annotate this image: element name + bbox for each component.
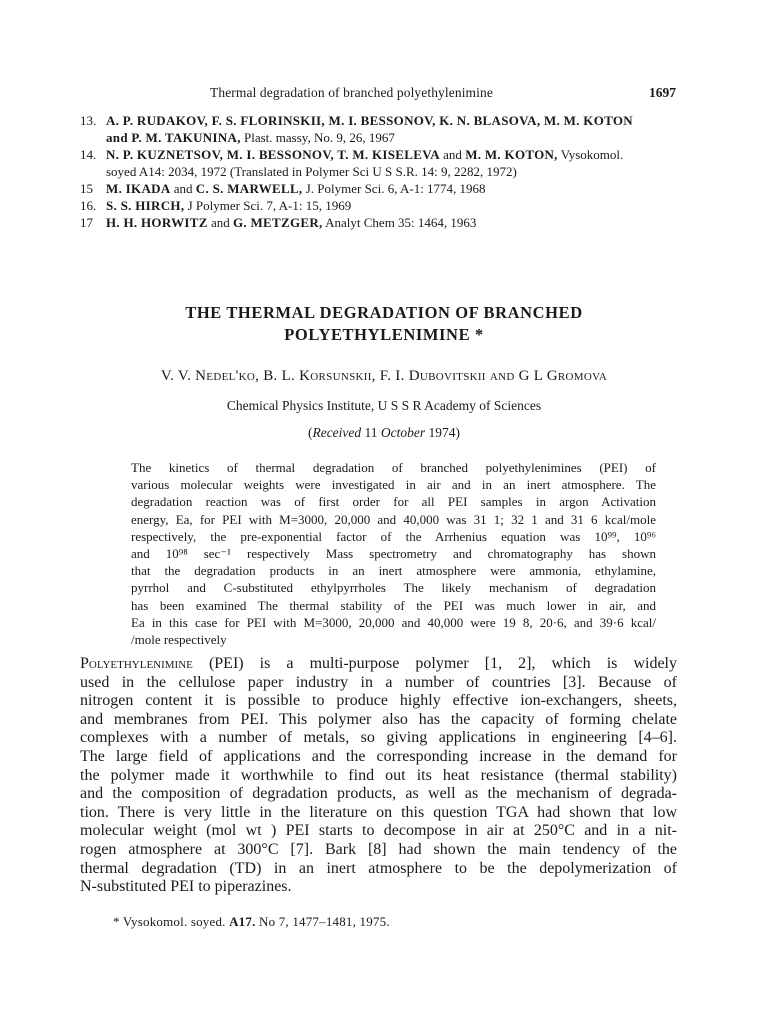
- body-line: tion. There is very little in the literature on this question TGA had shown that low: [80, 803, 677, 821]
- body-line: N-substituted PEI to piperazines.: [80, 878, 292, 896]
- body-line: complexes with a number of metals, so giving applications in engineering [4–6].: [80, 729, 677, 747]
- received-date: (Received 11 October 1974): [307, 425, 461, 440]
- reference-authors: A. P. RUDAKOV, F. S. FLORINSKII, M. I. BESSONOV, K. N. BLASOVA, M. M. KOTON: [106, 113, 633, 128]
- abstract-line: respectively, the pre-exponential factor of the Arrhenius equation was 10⁹⁹, 10⁹⁶: [131, 528, 656, 544]
- running-header: [0, 85, 768, 105]
- body-line: the polymer made it worthwhile to find out its heat resistance (thermal stability): [80, 766, 677, 784]
- body-line: nitrogen content it is possible to produce highly effective ion-exchangers, sheets,: [80, 692, 677, 710]
- body-line: and membranes from PEI. This polymer also has the capacity of forming chelate: [80, 710, 677, 728]
- running-title: Thermal degradation of branched polyethylenimine: [210, 85, 493, 100]
- abstract-line: has been examined The thermal stability of the PEI was much lower in air, and: [131, 597, 656, 613]
- reference-authors: C. S. MARWELL,: [195, 181, 303, 196]
- body-line: The large field of applications and the corresponding increase in the demand for: [80, 747, 677, 765]
- reference-number: 17: [80, 215, 93, 230]
- reference-authors: M. IKADA: [106, 181, 171, 196]
- body-line: thermal degradation (TD) in an inert atmosphere to be the depolymerization of: [80, 859, 677, 877]
- reference-number: 15: [80, 181, 93, 196]
- reference-source: J Polymer Sci. 7, A-1: 15, 1969: [184, 198, 352, 213]
- reference-source: Plast. massy, No. 9, 26, 1967: [240, 130, 395, 145]
- reference-item: 15 M. IKADA and C. S. MARWELL, J. Polymer Sci. 6, A-1: 1774, 1968: [80, 181, 486, 196]
- reference-source: J. Polymer Sci. 6, A-1: 1774, 1968: [302, 181, 486, 196]
- abstract-line: energy, Ea, for PEI with M=3000, 20,000 and 40,000 was 31 1; 32 1 and 31 6 kcal/mole: [131, 511, 656, 527]
- author-list: V. V. Nedel'ko, B. L. Korsunskii, F. I. Dubovitskii and G L Gromova: [160, 368, 608, 384]
- reference-authors: H. H. HORWITZ: [106, 215, 208, 230]
- affiliation: Chemical Physics Institute, U S S R Academy of Sciences: [226, 398, 542, 413]
- abstract-line: degradation reaction was of first order for all PEI samples in argon Activation: [131, 494, 656, 510]
- abstract: [131, 459, 656, 648]
- reference-number: 16.: [80, 198, 97, 213]
- reference-source: Analyt Chem 35: 1464, 1963: [322, 215, 477, 230]
- body-line: Polyethylenimine (PEI) is a multi-purpose polymer [1, 2], which is widely: [80, 655, 677, 672]
- reference-authors: G. METZGER,: [232, 215, 323, 230]
- abstract-line: /mole respectively: [131, 631, 227, 647]
- abstract-line: Ea in this case for PEI with M=3000, 20,000 and 40,000 were 19 8, 20·6, and 39·6 kcal/: [131, 614, 656, 630]
- reference-item: [80, 112, 680, 146]
- reference-item: [80, 197, 680, 214]
- abstract-line: various molecular weights were investigated in air and in an inert atmosphere. The: [131, 477, 656, 493]
- footnote: * Vysokomol. soyed. A17. No 7, 1477–1481, 1975.: [113, 914, 390, 929]
- reference-item: 17 H. H. HORWITZ and G. METZGER, Analyt Chem 35: 1464, 1963: [80, 215, 477, 230]
- article-title: THE THERMAL DEGRADATION OF BRANCHED POLYETHYLENIMINE *: [185, 303, 583, 344]
- reference-number: 13.: [80, 113, 97, 128]
- reference-list: [80, 112, 680, 231]
- reference-authors: M. M. KOTON,: [465, 147, 558, 162]
- abstract-line: and 10⁹⁸ sec⁻¹ respectively Mass spectrometry and chromatography has shown: [131, 545, 656, 561]
- reference-authors: S. S. HIRCH,: [106, 198, 185, 213]
- abstract-line: that the degradation products in an inert atmosphere were ammonia, ethylamine,: [131, 563, 656, 579]
- body-line: molecular weight (mol wt ) PEI starts to decompose in air at 250°C and in a nit-: [80, 822, 677, 840]
- reference-authors: and P. M. TAKUNINA,: [106, 130, 241, 145]
- reference-source: soyed A14: 2034, 1972 (Translated in Polymer Sci U S S.R. 14: 9, 2282, 1972): [106, 164, 517, 179]
- reference-number: 14.: [80, 147, 97, 162]
- abstract-line: pyrrhol and C-substituted ethylpyrrholes The likely mechanism of degradation: [131, 580, 656, 596]
- reference-source: Vysokomol.: [557, 147, 624, 162]
- body-line: and the composition of degradation products, as well as the mechanism of degrada-: [80, 785, 677, 803]
- abstract-line: The kinetics of thermal degradation of branched polyethylenimines (PEI) of: [131, 460, 656, 475]
- page-number: 1697: [649, 85, 676, 100]
- body-line: used in the cellulose paper industry in a number of countries [3]. Because of: [80, 673, 677, 691]
- body-paragraph: [80, 655, 677, 897]
- reference-authors: N. P. KUZNETSOV, M. I. BESSONOV, T. M. KISELEVA: [106, 147, 440, 162]
- reference-item: 14. N. P. KUZNETSOV, M. I. BESSONOV, T. M. KISELEVA and M. M. KOTON, Vysokomol. soyed A14: 2034, 1972 (Translated in Polymer Sci U S S.R. 14: 9, 2282, 1972): [80, 146, 680, 180]
- body-line: rogen atmosphere at 300°C [7]. Bark [8] had shown the main tendency of the: [80, 840, 677, 858]
- lead-word: Polyethylenimine: [80, 655, 193, 672]
